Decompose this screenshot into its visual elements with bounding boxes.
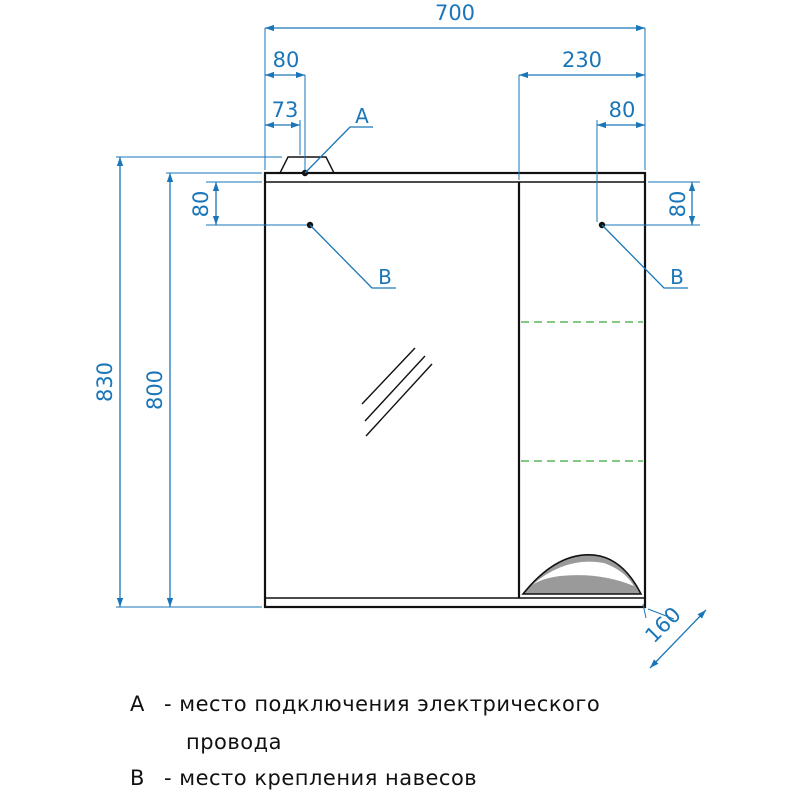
dim-73: 73: [271, 98, 299, 122]
legend-text-a: - место подключения электрического: [164, 692, 601, 716]
dim-700: 700: [434, 1, 476, 25]
dim-80-right-vertical: 80: [666, 190, 690, 218]
cabinet-outline: [265, 157, 645, 607]
legend-key-a: А: [130, 692, 145, 716]
dim-80-top: 80: [272, 48, 300, 72]
dim-230: 230: [561, 48, 603, 72]
callout-b-left: [310, 225, 396, 289]
dim-80-right: 80: [608, 98, 636, 122]
legend-line-b: [130, 766, 477, 790]
legend-line-a-continued: [186, 730, 282, 754]
callout-a: [305, 104, 373, 173]
dim-160: 160: [640, 602, 686, 648]
dim-830: 830: [93, 361, 117, 403]
callout-a-label: A: [355, 104, 369, 128]
dim-800: 800: [143, 369, 167, 411]
legend-text-a-continued: провода: [186, 730, 283, 754]
legend-line-a: [130, 692, 600, 716]
legend-text-b: - место крепления навесов: [164, 766, 478, 790]
legend-key-b: В: [130, 766, 145, 790]
mirror-reflection-lines: [362, 348, 432, 436]
callout-b-left-label: B: [378, 265, 392, 289]
dim-80-left-vertical: 80: [189, 190, 213, 218]
callout-b-right-label: B: [670, 265, 684, 289]
